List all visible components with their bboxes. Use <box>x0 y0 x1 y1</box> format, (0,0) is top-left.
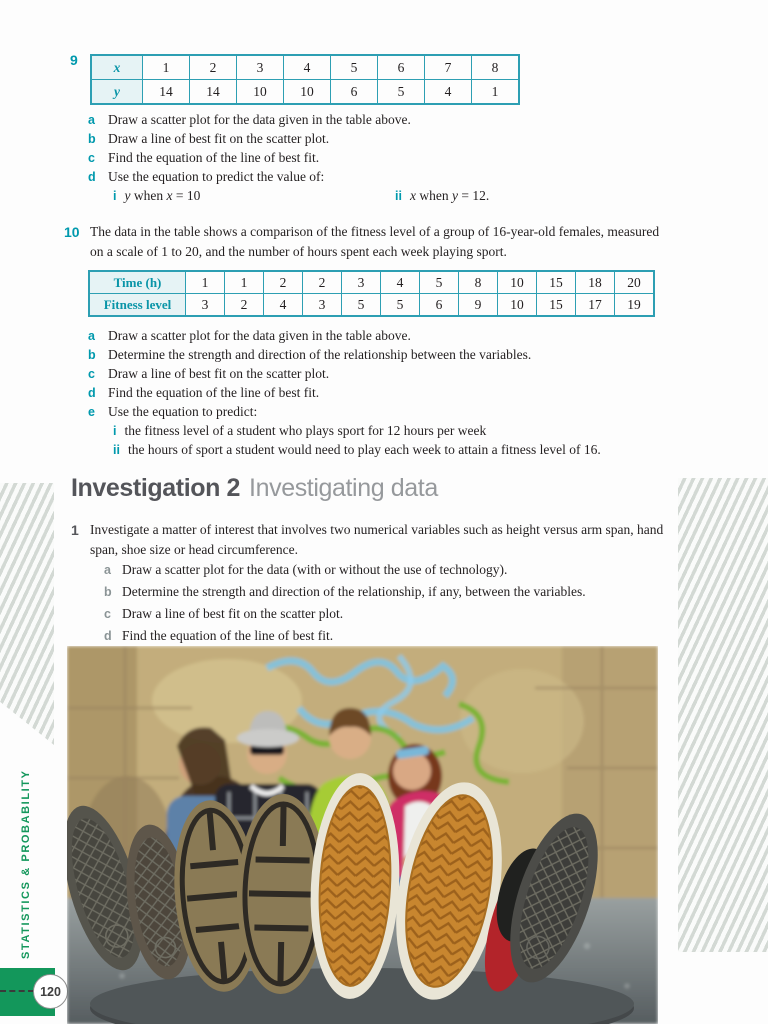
table-row <box>91 55 519 80</box>
subitem-text <box>124 188 200 204</box>
list-item <box>88 112 668 131</box>
table-cell: 20 <box>615 271 655 294</box>
table-cell: 15 <box>537 294 576 317</box>
table-cell: 8 <box>459 271 498 294</box>
item-label: c <box>88 367 95 381</box>
text-part: when <box>133 188 164 203</box>
list-subitem <box>395 188 489 204</box>
math-var: x <box>409 188 416 203</box>
list-item <box>88 169 668 188</box>
table-cell: 1 <box>472 80 520 105</box>
item-label: d <box>88 386 96 400</box>
item-text: Find the equation of the line of best fit. <box>108 150 320 165</box>
list-item <box>88 328 668 347</box>
list-item <box>88 366 668 385</box>
q9-item-list <box>88 112 668 207</box>
item-text: Draw a scatter plot for the data given in the table above. <box>108 328 411 343</box>
item-text: Use the equation to predict: <box>108 404 258 419</box>
table-cell: 1 <box>143 55 190 80</box>
item-text: Draw a scatter plot for the data (with or without the use of technology). <box>122 562 508 577</box>
q10-number: 10 <box>64 224 80 240</box>
table-cell: 6 <box>378 55 425 80</box>
list-item <box>104 606 674 628</box>
subitem-label: i <box>113 189 117 203</box>
table-cell: 2 <box>190 55 237 80</box>
item-label: c <box>88 151 95 165</box>
table-cell: 14 <box>190 80 237 105</box>
table-cell: 3 <box>186 294 225 317</box>
table-row <box>89 294 654 317</box>
subitem-label: i <box>113 424 117 438</box>
table-cell: 5 <box>342 294 381 317</box>
item-label: b <box>88 348 96 362</box>
subitem-text <box>410 188 489 204</box>
item-label: b <box>88 132 96 146</box>
subitem-label: ii <box>395 189 402 203</box>
table-cell: 10 <box>284 80 331 105</box>
text-part: = 12. <box>461 188 490 203</box>
table-cell: 10 <box>498 271 537 294</box>
list-item <box>88 404 668 423</box>
table-cell: 10 <box>237 80 284 105</box>
table-cell: 3 <box>237 55 284 80</box>
table-cell: 18 <box>576 271 615 294</box>
item-text: Determine the strength and direction of the relationship, if any, between the variables. <box>122 584 586 599</box>
list-subitem <box>88 423 668 442</box>
page-number-dotted-line <box>0 990 34 992</box>
list-item <box>104 562 674 584</box>
table-cell: 5 <box>378 80 425 105</box>
text-part: when <box>419 188 449 203</box>
math-var: y <box>124 188 131 203</box>
table-cell: 10 <box>498 294 537 317</box>
q10-item-list <box>88 328 668 461</box>
item-text: Find the equation of the line of best fit. <box>122 628 334 643</box>
item-label: a <box>88 329 95 343</box>
table-cell: 1 <box>225 271 264 294</box>
list-item <box>88 131 668 150</box>
stripe-decoration-left <box>0 483 54 745</box>
table-cell: 19 <box>615 294 655 317</box>
item-text: Draw a line of best fit on the scatter plot. <box>122 606 344 621</box>
subitem-text: the fitness level of a student who plays sport for 12 hours per week <box>124 423 487 438</box>
table-cell: 4 <box>264 294 303 317</box>
table-cell: 6 <box>420 294 459 317</box>
item-text: Use the equation to predict the value of: <box>108 169 325 184</box>
item-label: c <box>104 607 111 621</box>
table-cell: 4 <box>425 80 472 105</box>
var-x: x <box>113 59 121 75</box>
item-text: Draw a line of best fit on the scatter plot. <box>108 131 330 146</box>
table-cell: 15 <box>537 271 576 294</box>
strand-label: STATISTICS & PROBABILITY <box>20 769 32 959</box>
list-subitem <box>88 442 668 461</box>
table-cell: 1 <box>186 271 225 294</box>
table-row <box>91 80 519 105</box>
investigation-item-list <box>104 562 674 650</box>
item-text: Determine the strength and direction of the relationship between the variables. <box>108 347 532 362</box>
item-text: Find the equation of the line of best fit. <box>108 385 320 400</box>
item-label: e <box>88 405 95 419</box>
item-text: Draw a scatter plot for the data given in the table above. <box>108 112 411 127</box>
table-cell: 6 <box>331 80 378 105</box>
table-cell: 4 <box>284 55 331 80</box>
table-cell: 5 <box>331 55 378 80</box>
page-number-badge: 120 <box>33 974 68 1009</box>
table-cell: 5 <box>420 271 459 294</box>
table-cell: 7 <box>425 55 472 80</box>
list-item <box>104 584 674 606</box>
table-cell: 3 <box>342 271 381 294</box>
math-var: x <box>166 188 173 203</box>
investigation-title: Investigation 2 <box>71 474 241 502</box>
subitem-label: ii <box>113 443 120 457</box>
table-cell: 14 <box>143 80 190 105</box>
item-text: Draw a line of best fit on the scatter plot. <box>108 366 330 381</box>
item-label: d <box>104 629 112 643</box>
math-var: y <box>451 188 458 203</box>
table-cell: 2 <box>303 271 342 294</box>
list-item <box>88 385 668 404</box>
investigation-heading <box>71 474 438 503</box>
table-row-header: Time (h) <box>89 271 186 294</box>
table-row-header <box>91 55 143 80</box>
q10-data-table <box>88 270 655 317</box>
item-label: b <box>104 585 112 599</box>
table-row-header <box>91 80 143 105</box>
list-subitem-row <box>88 188 668 207</box>
item-label: d <box>88 170 96 184</box>
list-item <box>88 150 668 169</box>
photo-teens-shoes <box>67 646 658 1024</box>
table-cell: 8 <box>472 55 520 80</box>
table-cell: 2 <box>225 294 264 317</box>
text-part: = 10 <box>175 188 201 203</box>
table-cell: 4 <box>381 271 420 294</box>
investigation-item-number: 1 <box>71 522 79 538</box>
investigation-intro: Investigate a matter of interest that involves two numerical variables such as height versus arm span, hand span, shoe size or head circumference. <box>90 522 664 557</box>
table-row <box>89 271 654 294</box>
table-cell: 2 <box>264 271 303 294</box>
table-cell: 5 <box>381 294 420 317</box>
investigation-subtitle: Investigating data <box>249 474 438 502</box>
table-cell: 9 <box>459 294 498 317</box>
stripe-decoration-right <box>678 478 768 952</box>
q10-intro: The data in the table shows a comparison of the fitness level of a group of 16-year-old females, measured on a scale of 1 to 20, and the number of hours spent each week playing sport. <box>90 224 660 259</box>
subitem-text: the hours of sport a student would need to play each week to attain a fitness level of 16. <box>127 442 601 457</box>
q9-data-table <box>90 54 520 105</box>
list-item <box>88 347 668 366</box>
q9-number: 9 <box>70 52 78 68</box>
item-label: a <box>88 113 95 127</box>
table-cell: 17 <box>576 294 615 317</box>
table-cell: 3 <box>303 294 342 317</box>
table-row-header: Fitness level <box>89 294 186 317</box>
var-y: y <box>114 83 120 99</box>
item-label: a <box>104 563 111 577</box>
